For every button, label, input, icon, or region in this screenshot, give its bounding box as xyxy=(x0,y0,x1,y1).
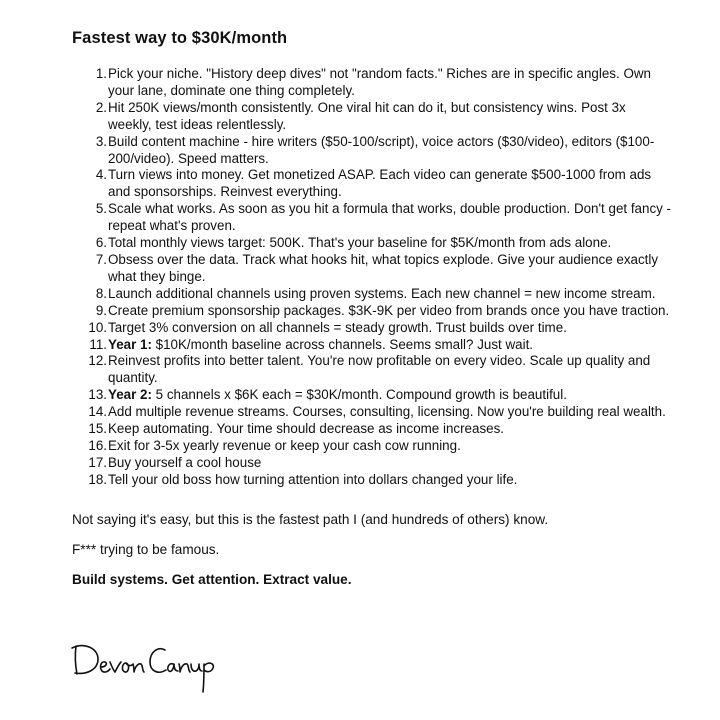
step-number: 18. xyxy=(88,471,107,487)
list-item xyxy=(72,303,672,320)
step-body: Exit for 3-5x yearly revenue or keep your cash cow running. xyxy=(108,437,461,453)
step-body: $10K/month baseline across channels. Seems small? Just wait. xyxy=(151,336,534,352)
step-body: Reinvest profits into better talent. You're now profitable on every video. Scale up quality and quantity. xyxy=(108,353,651,386)
list-item xyxy=(72,421,672,438)
list-item xyxy=(72,438,672,455)
step-body: Hit 250K views/month consistently. One viral hit can do it, but consistency wins. Post 3x weekly, test ideas relentlessly. xyxy=(108,99,626,132)
list-item xyxy=(72,201,672,235)
step-number: 16. xyxy=(88,437,107,453)
step-text xyxy=(108,404,672,421)
step-number: 2. xyxy=(95,99,107,115)
step-text xyxy=(108,100,672,134)
step-text xyxy=(108,387,672,404)
step-number: 15. xyxy=(88,421,107,437)
list-item xyxy=(72,320,672,337)
step-number: 12. xyxy=(88,353,107,369)
document-body xyxy=(72,28,672,588)
step-text xyxy=(108,438,672,455)
step-text xyxy=(108,235,672,252)
step-body: 5 channels x $6K each = $30K/month. Compound growth is beautiful. xyxy=(151,387,567,403)
step-body: Turn views into money. Get monetized ASAP. Each video can generate $500-1000 from ads and sponsorships. Reinvest everything. xyxy=(108,167,652,200)
step-number: 6. xyxy=(95,235,107,251)
list-item xyxy=(72,286,672,303)
step-number: 8. xyxy=(95,285,107,301)
step-body: Build content machine - hire writers ($50-100/script), voice actors ($30/video), editors ($100-200/video). Speed matters. xyxy=(108,133,655,166)
step-body: Create premium sponsorship packages. $3K-9K per video from brands once you have traction. xyxy=(108,302,670,318)
list-item xyxy=(72,337,672,354)
list-item xyxy=(72,252,672,286)
list-item xyxy=(72,387,672,404)
step-body: Pick your niche. "History deep dives" not "random facts." Riches are in specific angles. Own your lane, dominate one thing completely. xyxy=(108,66,651,98)
step-number: 17. xyxy=(88,454,107,470)
step-number: 4. xyxy=(95,167,107,183)
step-body: Launch additional channels using proven systems. Each new channel = new income stream. xyxy=(108,285,656,301)
step-body: Obsess over the data. Track what hooks hit, what topics explode. Give your audience exactly what they binge. xyxy=(108,251,659,284)
list-item xyxy=(72,134,672,168)
list-item xyxy=(72,167,672,201)
list-item xyxy=(72,235,672,252)
step-text xyxy=(108,167,672,201)
step-body: Scale what works. As soon as you hit a formula that works, double production. Don't get fancy - repeat what's proven. xyxy=(108,201,672,234)
step-text xyxy=(108,201,672,235)
list-item xyxy=(72,404,672,421)
step-text xyxy=(108,353,672,387)
step-number: 1. xyxy=(95,66,107,81)
step-body: Target 3% conversion on all channels = steady growth. Trust builds over time. xyxy=(108,319,567,335)
list-item xyxy=(72,353,672,387)
step-body: Total monthly views target: 500K. That's your baseline for $5K/month from ads alone. xyxy=(108,235,612,251)
step-number: 9. xyxy=(95,302,107,318)
step-text xyxy=(108,252,672,286)
list-item xyxy=(72,100,672,134)
step-text xyxy=(108,286,672,303)
step-body: Buy yourself a cool house xyxy=(108,454,262,470)
step-number: 5. xyxy=(95,201,107,217)
closing-line-3: Build systems. Get attention. Extract value. xyxy=(72,571,352,587)
step-number: 3. xyxy=(95,133,107,149)
step-text xyxy=(108,320,672,337)
document-title: Fastest way to $30K/month xyxy=(72,29,288,47)
step-body: Tell your old boss how turning attention into dollars changed your life. xyxy=(108,471,518,487)
handwritten-signature xyxy=(70,640,220,696)
steps-list xyxy=(72,66,672,489)
step-text xyxy=(108,421,672,438)
step-text xyxy=(108,303,672,320)
step-number: 11. xyxy=(89,336,107,352)
step-number: 7. xyxy=(95,251,107,267)
step-number: 14. xyxy=(88,404,107,420)
closing-line-1: Not saying it's easy, but this is the fastest path I (and hundreds of others) know. xyxy=(72,511,549,527)
step-lead: Year 1: xyxy=(108,336,152,352)
step-text xyxy=(108,66,672,100)
step-text xyxy=(108,472,672,489)
closing-line-2: F*** trying to be famous. xyxy=(72,541,220,557)
list-item xyxy=(72,66,672,100)
step-body: Keep automating. Your time should decrease as income increases. xyxy=(108,421,505,437)
list-item xyxy=(72,455,672,472)
step-body: Add multiple revenue streams. Courses, consulting, licensing. Now you're building real wealth. xyxy=(108,404,666,420)
step-text xyxy=(108,337,672,354)
step-number: 13. xyxy=(88,387,107,403)
step-text xyxy=(108,134,672,168)
step-text xyxy=(108,455,672,472)
list-item xyxy=(72,472,672,489)
step-lead: Year 2: xyxy=(108,387,152,403)
step-number: 10. xyxy=(88,319,107,335)
